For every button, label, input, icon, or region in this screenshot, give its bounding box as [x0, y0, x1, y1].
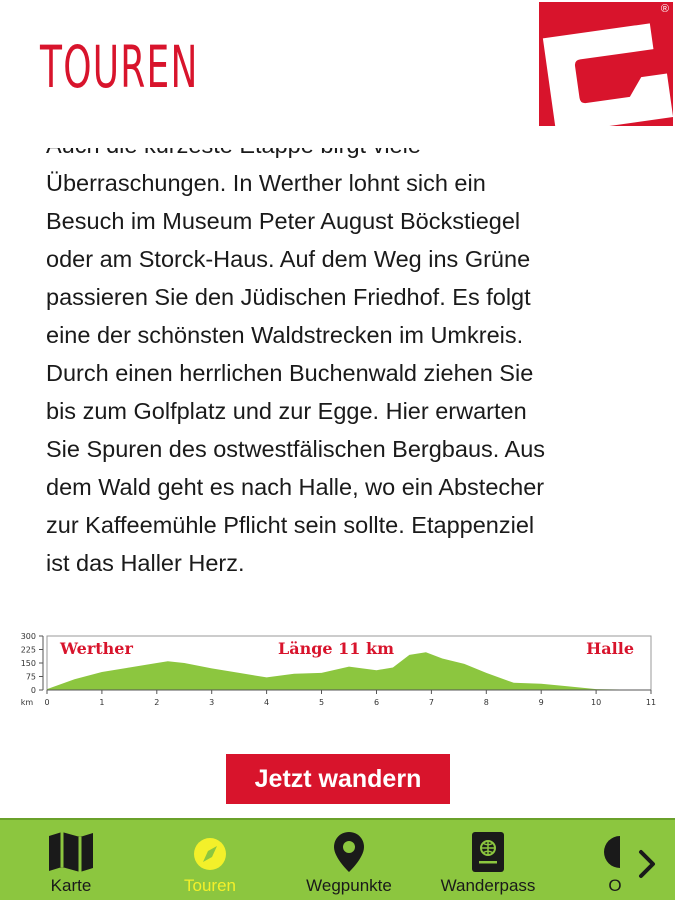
nav-item-karte[interactable] — [38, 830, 104, 900]
page-title: TOUREN — [40, 33, 199, 101]
y-tick-label: 0 — [30, 686, 36, 695]
nav-item-partial[interactable] — [598, 830, 632, 900]
profile-start-label: Werther — [60, 639, 133, 658]
nav-item-wanderpass[interactable] — [432, 830, 544, 900]
partial-icon — [598, 830, 632, 874]
chevron-right-icon[interactable] — [632, 844, 662, 884]
description-line: ist das Haller Herz. — [46, 550, 245, 576]
nav-item-wegpunkte[interactable] — [296, 830, 402, 900]
nav-label-wanderpass: Wanderpass — [440, 876, 536, 895]
nav-item-touren[interactable] — [174, 830, 246, 900]
elevation-profile — [0, 630, 675, 710]
x-tick-label: 9 — [538, 698, 544, 707]
nav-label-touren: Touren — [184, 876, 236, 895]
description-line: passieren Sie den Jüdischen Friedhof. Es folgt — [46, 284, 531, 310]
profile-length-label: Länge 11 km — [277, 639, 395, 658]
x-tick-label: 1 — [99, 698, 105, 707]
x-tick-label: 3 — [209, 698, 215, 707]
x-tick-label: 4 — [264, 698, 270, 707]
map-icon — [45, 830, 97, 874]
nav-label-wegpunkte: Wegpunkte — [306, 876, 392, 895]
nav-label-karte: Karte — [50, 876, 92, 895]
y-tick-label: 225 — [20, 645, 36, 655]
compass-icon — [188, 830, 232, 874]
x-tick-label: 6 — [373, 698, 380, 707]
x-tick-label: 10 — [591, 698, 602, 707]
header — [0, 0, 675, 140]
registered-mark-icon: ® — [660, 3, 669, 15]
description-line: Sie Spuren des ostwestfälischen Bergbaus. Aus — [46, 436, 546, 462]
description-line: zur Kaffeemühle Pflicht sein sollte. Etappenziel — [46, 512, 535, 538]
description-line: Überraschungen. In Werther lohnt sich ein — [46, 170, 486, 196]
start-hiking-button[interactable]: Jetzt wandern — [226, 754, 450, 804]
description-line: Besuch im Museum Peter August Böckstiegel — [46, 208, 521, 234]
x-tick-label: 8 — [483, 698, 489, 707]
location-pin-icon — [329, 830, 369, 874]
description-line: Durch einen herrlichen Buchenwald ziehen Sie — [46, 360, 534, 386]
y-tick-label: 75 — [25, 672, 36, 682]
profile-end-label: Halle — [586, 639, 634, 658]
y-tick-label: 150 — [20, 659, 36, 668]
brand-logo — [539, 2, 673, 144]
y-tick-label: 300 — [20, 632, 36, 641]
x-tick-label: 11 — [645, 698, 657, 707]
passport-icon — [468, 830, 508, 874]
nav-label-partial: O — [608, 876, 622, 895]
description-line: eine der schönsten Waldstrecken im Umkreis. — [46, 322, 524, 348]
x-tick-label: 0 — [44, 698, 50, 707]
elevation-chart-svg — [0, 630, 675, 710]
x-unit-label: km — [20, 698, 34, 707]
tour-description — [46, 126, 646, 582]
x-tick-label: 5 — [318, 698, 325, 707]
description-line: oder am Storck-Haus. Auf dem Weg ins Grüne — [46, 246, 531, 272]
description-line: dem Wald geht es nach Halle, wo ein Abstecher — [46, 474, 545, 500]
x-tick-label: 7 — [428, 698, 434, 707]
x-tick-label: 2 — [154, 698, 160, 707]
bottom-nav — [0, 818, 675, 900]
description-line: bis zum Golfplatz und zur Egge. Hier erwarten — [46, 398, 527, 424]
scroll-fade — [0, 126, 675, 148]
